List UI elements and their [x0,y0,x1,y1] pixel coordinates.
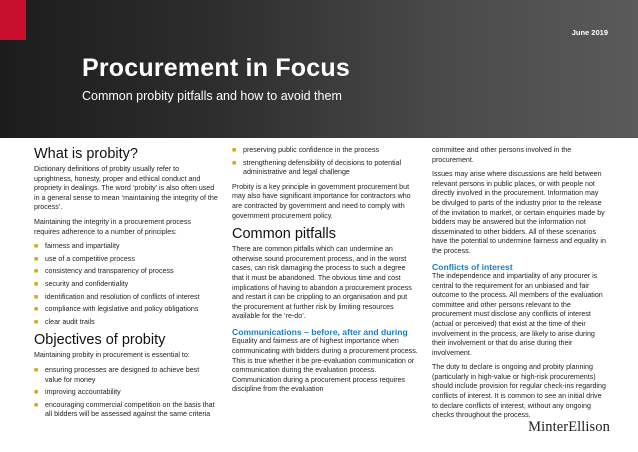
list-item: ■ fairness and impartiality [34,242,120,251]
list-item: ■ consistency and transparency of process [34,267,174,276]
bullet-icon: ■ [232,159,237,167]
paragraph: There are common pitfalls which can undermine an otherwise sound procurement process, and in the worst cases, can risk damaging the process to such a degree that it must be abandoned. The obvious time and cost implications of having to abandon a procurement process and restart it can be crippling to an organisation and put the procurement at further risk by limiting resources available for the ‘re-do’. [232,245,412,321]
paragraph: Dictionary definitions of probity usually refer to uprightness, honesty, proper and ethical conduct and propriety in dealings. The word ‘probity’ is also often used in a general sense to mean ‘maintaining the integrity of the process’. [34,165,218,212]
list-item: ■ compliance with legislative and policy obligations [34,305,199,314]
paragraph: The duty to declare is ongoing and probity planning (particularly in high-value or high-risk procurements) should include provision for regular check-ins regarding conflicts of interest. It is common to see an initial drive to declare conflicts of interest, without any ongoing checks throughout the process. [432,363,606,420]
paragraph: Probity is a key principle in government procurement but may also have significant importance for contractors who are contracted by government and need to comply with government procurement policy. [232,182,411,220]
bullet-icon: ■ [34,389,39,397]
paragraph: Issues may arise where discussions are held between relevant persons in public places, or with people not directly involved in the procurement. Information may be divulged to parts of the industry prior to the release of the invitation to market, or certain enquiries made by bidders may be answered but the information not disseminated to other bidders. All of these scenarios have the potential to undermine fairness and equality in the process. [432,170,606,255]
list-item: ■ identification and resolution of conflicts of interest [34,292,200,301]
list-item: ■ clear audit trails [34,317,95,326]
list-item: ■ improving accountability [34,388,121,397]
list-item: ■ ensuring processes are designed to achieve best value for money [34,365,200,384]
minterellison-logo: MinterEllison [528,419,610,435]
page-subtitle: Common probity pitfalls and how to avoid them [82,89,342,103]
column-3 [432,146,608,426]
bullet-icon: ■ [34,306,39,314]
list-item: ■ encouraging commercial competition on the basis that all bidders will be assessed against the same criteria [34,400,215,419]
paragraph: The independence and impartiality of any procurer is central to the requirement for an unbiased and fair outcome to the process. All members of the evaluation committee and other persons relevant to the procurement must disclose any conflicts of interest (actual or perceived) that exist at the time of their involvement in the process, are likely to arise during their involvement or that do arise during their involvement. [432,271,603,357]
bullet-icon: ■ [34,280,39,288]
subheading-communications: Communications – before, after and during [232,326,408,337]
objectives-list [34,366,218,420]
paragraph: committee and other persons involved in the procurement. [432,146,572,164]
bullet-icon: ■ [34,255,39,263]
section-heading-common-pitfalls: Common pitfalls [232,226,336,243]
bullet-icon: ■ [34,243,39,251]
list-item: ■ preserving public confidence in the process [232,146,380,154]
paragraph: Equality and fairness are of highest importance when communicating with bidders during a procurement process. This is true whether it be pre-evaluation communication or communication during the evaluation process. Communication during a procurement process requires discipline from the evaluation [232,337,418,394]
column-1 [34,146,218,425]
objectives-list-continued [232,146,418,178]
list-item: ■ use of a competitive process [34,254,135,263]
column-2 [232,146,418,400]
bullet-icon: ■ [34,293,39,301]
paragraph: Maintaining probity in procurement is essential to: [34,351,190,360]
bullet-icon: ■ [34,268,39,276]
section-heading-objectives: Objectives of probity [34,332,166,349]
list-item: ■ security and confidentiality [34,279,129,288]
subheading-conflicts-of-interest: Conflicts of interest [432,261,513,272]
bullet-icon: ■ [34,401,39,409]
section-heading-what-is-probity: What is probity? [34,146,138,162]
header-banner [0,0,638,138]
brand-accent-block [0,0,26,40]
list-item: ■ strengthening defensibility of decisions to potential administrative and legal challenge [232,158,402,177]
bullet-icon: ■ [34,318,39,326]
paragraph: Maintaining the integrity in a procurement process requires adherence to a number of principles: [34,217,191,236]
principles-list [34,242,218,327]
page-title: Procurement in Focus [82,54,350,82]
bullet-icon: ■ [34,366,39,374]
bullet-icon: ■ [232,147,237,154]
issue-date: June 2019 [571,28,608,37]
